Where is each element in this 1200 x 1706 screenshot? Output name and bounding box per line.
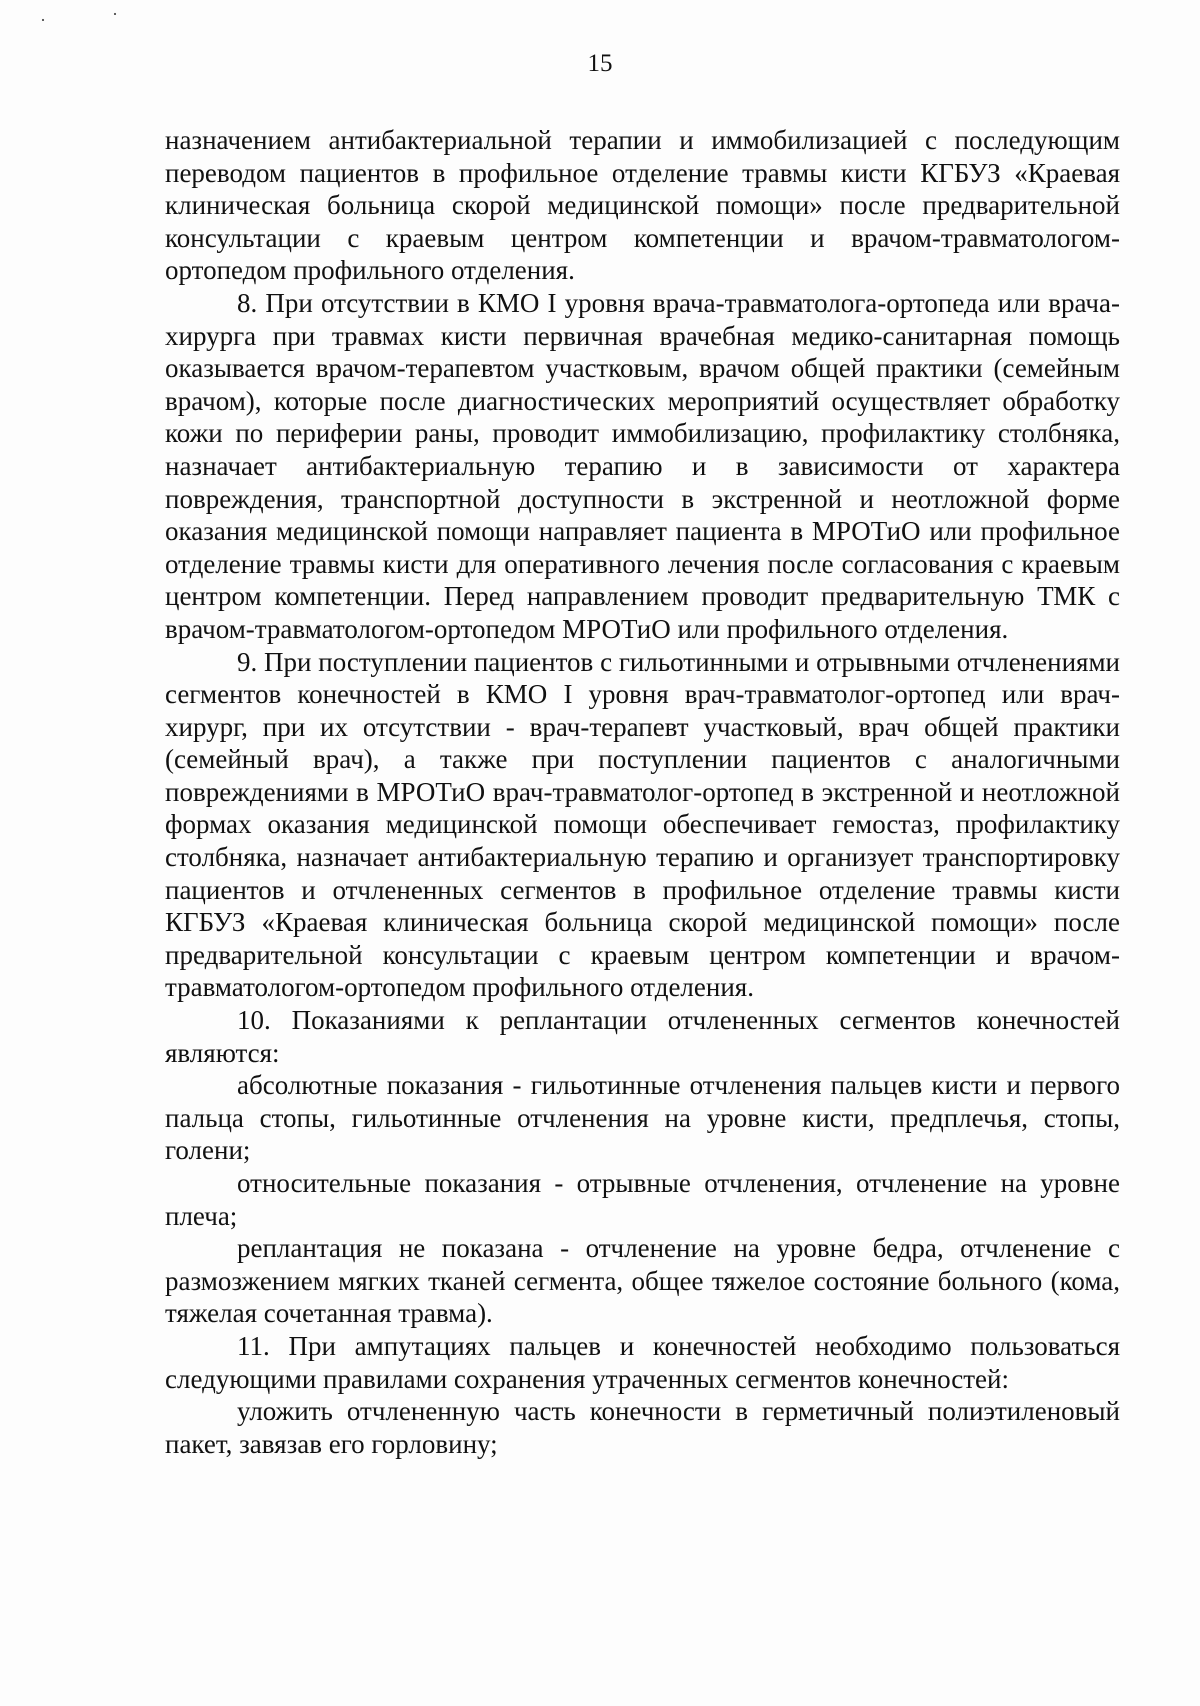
- document-body: [165, 124, 1120, 1460]
- paragraph-item-10: 10. Показаниями к реплантации отчлененных сегментов конечностей являются:: [165, 1005, 1120, 1068]
- paragraph-rule: уложить отчлененную часть конечности в герметичный полиэтиленовый пакет, завязав его горловину;: [165, 1396, 1120, 1459]
- paragraph: назначением антибактериальной терапии и иммобилизацией с последующим переводом пациентов в профильное отделение травмы кисти КГБУЗ «Краевая клиническая больница скорой медицинской помощи» после предварительной консультации с краевым центром компетенции и врачом-травматологом-ортопедом профильного отделения.: [165, 125, 1120, 286]
- paragraph-item-11: 11. При ампутациях пальцев и конечностей необходимо пользоваться следующими правилами сохранения утраченных сегментов конечностей:: [165, 1330, 1120, 1394]
- paragraph-absolute-indications: абсолютные показания - гильотинные отчленения пальцев кисти и первого пальца стопы, гильотинные отчленения на уровне кисти, предплечья, стопы, голени;: [165, 1070, 1120, 1166]
- scan-artifact: ·: [40, 10, 46, 30]
- scan-artifact: ·: [112, 4, 118, 24]
- paragraph-item-8: 8. При отсутствии в КМО I уровня врача-травматолога-ортопеда или врача-хирурга при травмах кисти первичная врачебная медико-санитарная помощь оказывается врачом-терапевтом участковым, врачом общей практики (семейным врачом), которые после диагностических мероприятий осуществляет обработку кожи по периферии раны, проводит иммобилизацию, профилактику столбняка, назначает антибактериальную терапию и в зависимости от характера повреждения, транспортной доступности в экстренной и неотложной форме оказания медицинской помощи направляет пациента в МРОТиО или профильное отделение травмы кисти для оперативного лечения после согласования с краевым центром компетенции. Перед направлением проводит предварительную ТМК с врачом-травматологом-ортопедом МРОТиО или профильного отделения.: [165, 287, 1120, 644]
- paragraph-item-9: 9. При поступлении пациентов с гильотинными и отрывными отчленениями сегментов конечностей в КМО I уровня врач-травматолог-ортопед или врач-хирург, при их отсутствии - врач-терапевт участковый, врач общей практики (семейный врач), а также при поступлении пациентов с аналогичными повреждениями в МРОТиО врач-травматолог-ортопед в экстренной и неотложной формах оказания медицинской помощи обеспечивает гемостаз, профилактику столбняка, назначает антибактериальную терапию и организует транспортировку пациентов и отчлененных сегментов в профильное отделение травмы кисти КГБУЗ «Краевая клиническая больница скорой медицинской помощи» после предварительной консультации с краевым центром компетенции и врачом-травматологом-ортопедом профильного отделения.: [165, 646, 1120, 1003]
- page-number: 15: [587, 50, 613, 77]
- paragraph-relative-indications: относительные показания - отрывные отчленения, отчленение на уровне плеча;: [165, 1168, 1120, 1231]
- paragraph-contraindications: реплантация не показана - отчленение на уровне бедра, отчленение с размозжением мягких тканей сегмента, общее тяжелое состояние больного (кома, тяжелая сочетанная травма).: [165, 1233, 1120, 1329]
